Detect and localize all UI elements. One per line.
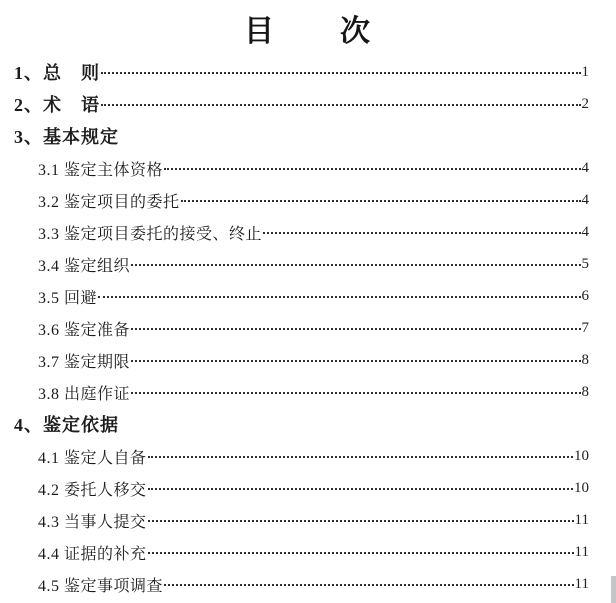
toc-entry-page: 4: [581, 191, 589, 208]
toc-entry: [0, 280, 616, 312]
toc-entry-page: 1: [581, 63, 589, 80]
toc-entry-label: 3.7 鉴定期限: [38, 353, 131, 371]
toc-entry-page: 7: [581, 319, 589, 336]
dot-leader: [131, 264, 580, 266]
toc-entry-label: 4、鉴定依据: [14, 415, 119, 435]
toc-entry: [0, 536, 616, 568]
toc-entry-label: 2、术 语: [14, 95, 100, 115]
toc-entry-page: 11: [574, 575, 589, 592]
toc-entry-label: 3.4 鉴定组织: [38, 257, 131, 275]
toc-entry: [0, 504, 616, 536]
toc-entry-page: 8: [581, 351, 589, 368]
toc-entry: [0, 248, 616, 280]
page-title: 目 次: [244, 15, 372, 48]
toc-entry: [0, 184, 616, 216]
dot-leader: [131, 360, 580, 362]
dot-leader: [148, 488, 573, 490]
toc-entry: [0, 408, 616, 440]
dot-leader: [148, 456, 573, 458]
dot-leader: [148, 552, 574, 554]
toc-entry-page: 5: [581, 255, 589, 272]
toc-entry: [0, 120, 616, 152]
dot-leader: [101, 104, 581, 106]
toc-entry: [0, 376, 616, 408]
toc-entry-page: 6: [581, 287, 589, 304]
toc-entry-label: 3、基本规定: [14, 127, 119, 147]
scan-artifact: [611, 576, 616, 603]
toc-entry-label: 4.2 委托人移交: [38, 481, 147, 499]
toc-entry-page: 10: [574, 479, 589, 496]
toc-entry: [0, 88, 616, 120]
toc-entry-page: 2: [581, 95, 589, 112]
toc-entry-label: 4.1 鉴定人自备: [38, 449, 147, 467]
toc-entry: [0, 312, 616, 344]
toc-entry-page: 8: [581, 383, 589, 400]
toc-entry-label: 3.6 鉴定准备: [38, 321, 131, 339]
toc-entry: [0, 568, 616, 600]
toc-entry-label: 1、总 则: [14, 63, 100, 83]
toc-entry: [0, 440, 616, 472]
dot-leader: [101, 72, 581, 74]
toc-entry-label: 3.1 鉴定主体资格: [38, 161, 164, 179]
dot-leader: [181, 200, 581, 202]
dot-leader: [148, 520, 574, 522]
dot-leader: [131, 328, 580, 330]
toc-entry: [0, 344, 616, 376]
table-of-contents: [0, 56, 616, 600]
toc-entry: [0, 472, 616, 504]
toc-entry-page: 11: [574, 543, 589, 560]
toc-entry-page: 11: [574, 511, 589, 528]
dot-leader: [164, 168, 580, 170]
toc-entry-label: 3.3 鉴定项目委托的接受、终止: [38, 225, 263, 243]
toc-entry-page: 4: [581, 223, 589, 240]
toc-entry-label: 3.8 出庭作证: [38, 385, 131, 403]
dot-leader: [263, 232, 580, 234]
toc-entry: [0, 152, 616, 184]
dot-leader: [98, 296, 580, 298]
dot-leader: [131, 392, 580, 394]
toc-entry-page: 10: [574, 447, 589, 464]
toc-entry: [0, 56, 616, 88]
dot-leader: [164, 584, 574, 586]
toc-entry: [0, 216, 616, 248]
toc-entry-label: 4.3 当事人提交: [38, 513, 147, 531]
toc-entry-label: 4.4 证据的补充: [38, 545, 147, 563]
toc-entry-label: 3.5 回避: [38, 289, 98, 307]
toc-entry-label: 3.2 鉴定项目的委托: [38, 193, 180, 211]
toc-entry-page: 4: [581, 159, 589, 176]
toc-entry-label: 4.5 鉴定事项调查: [38, 577, 164, 595]
